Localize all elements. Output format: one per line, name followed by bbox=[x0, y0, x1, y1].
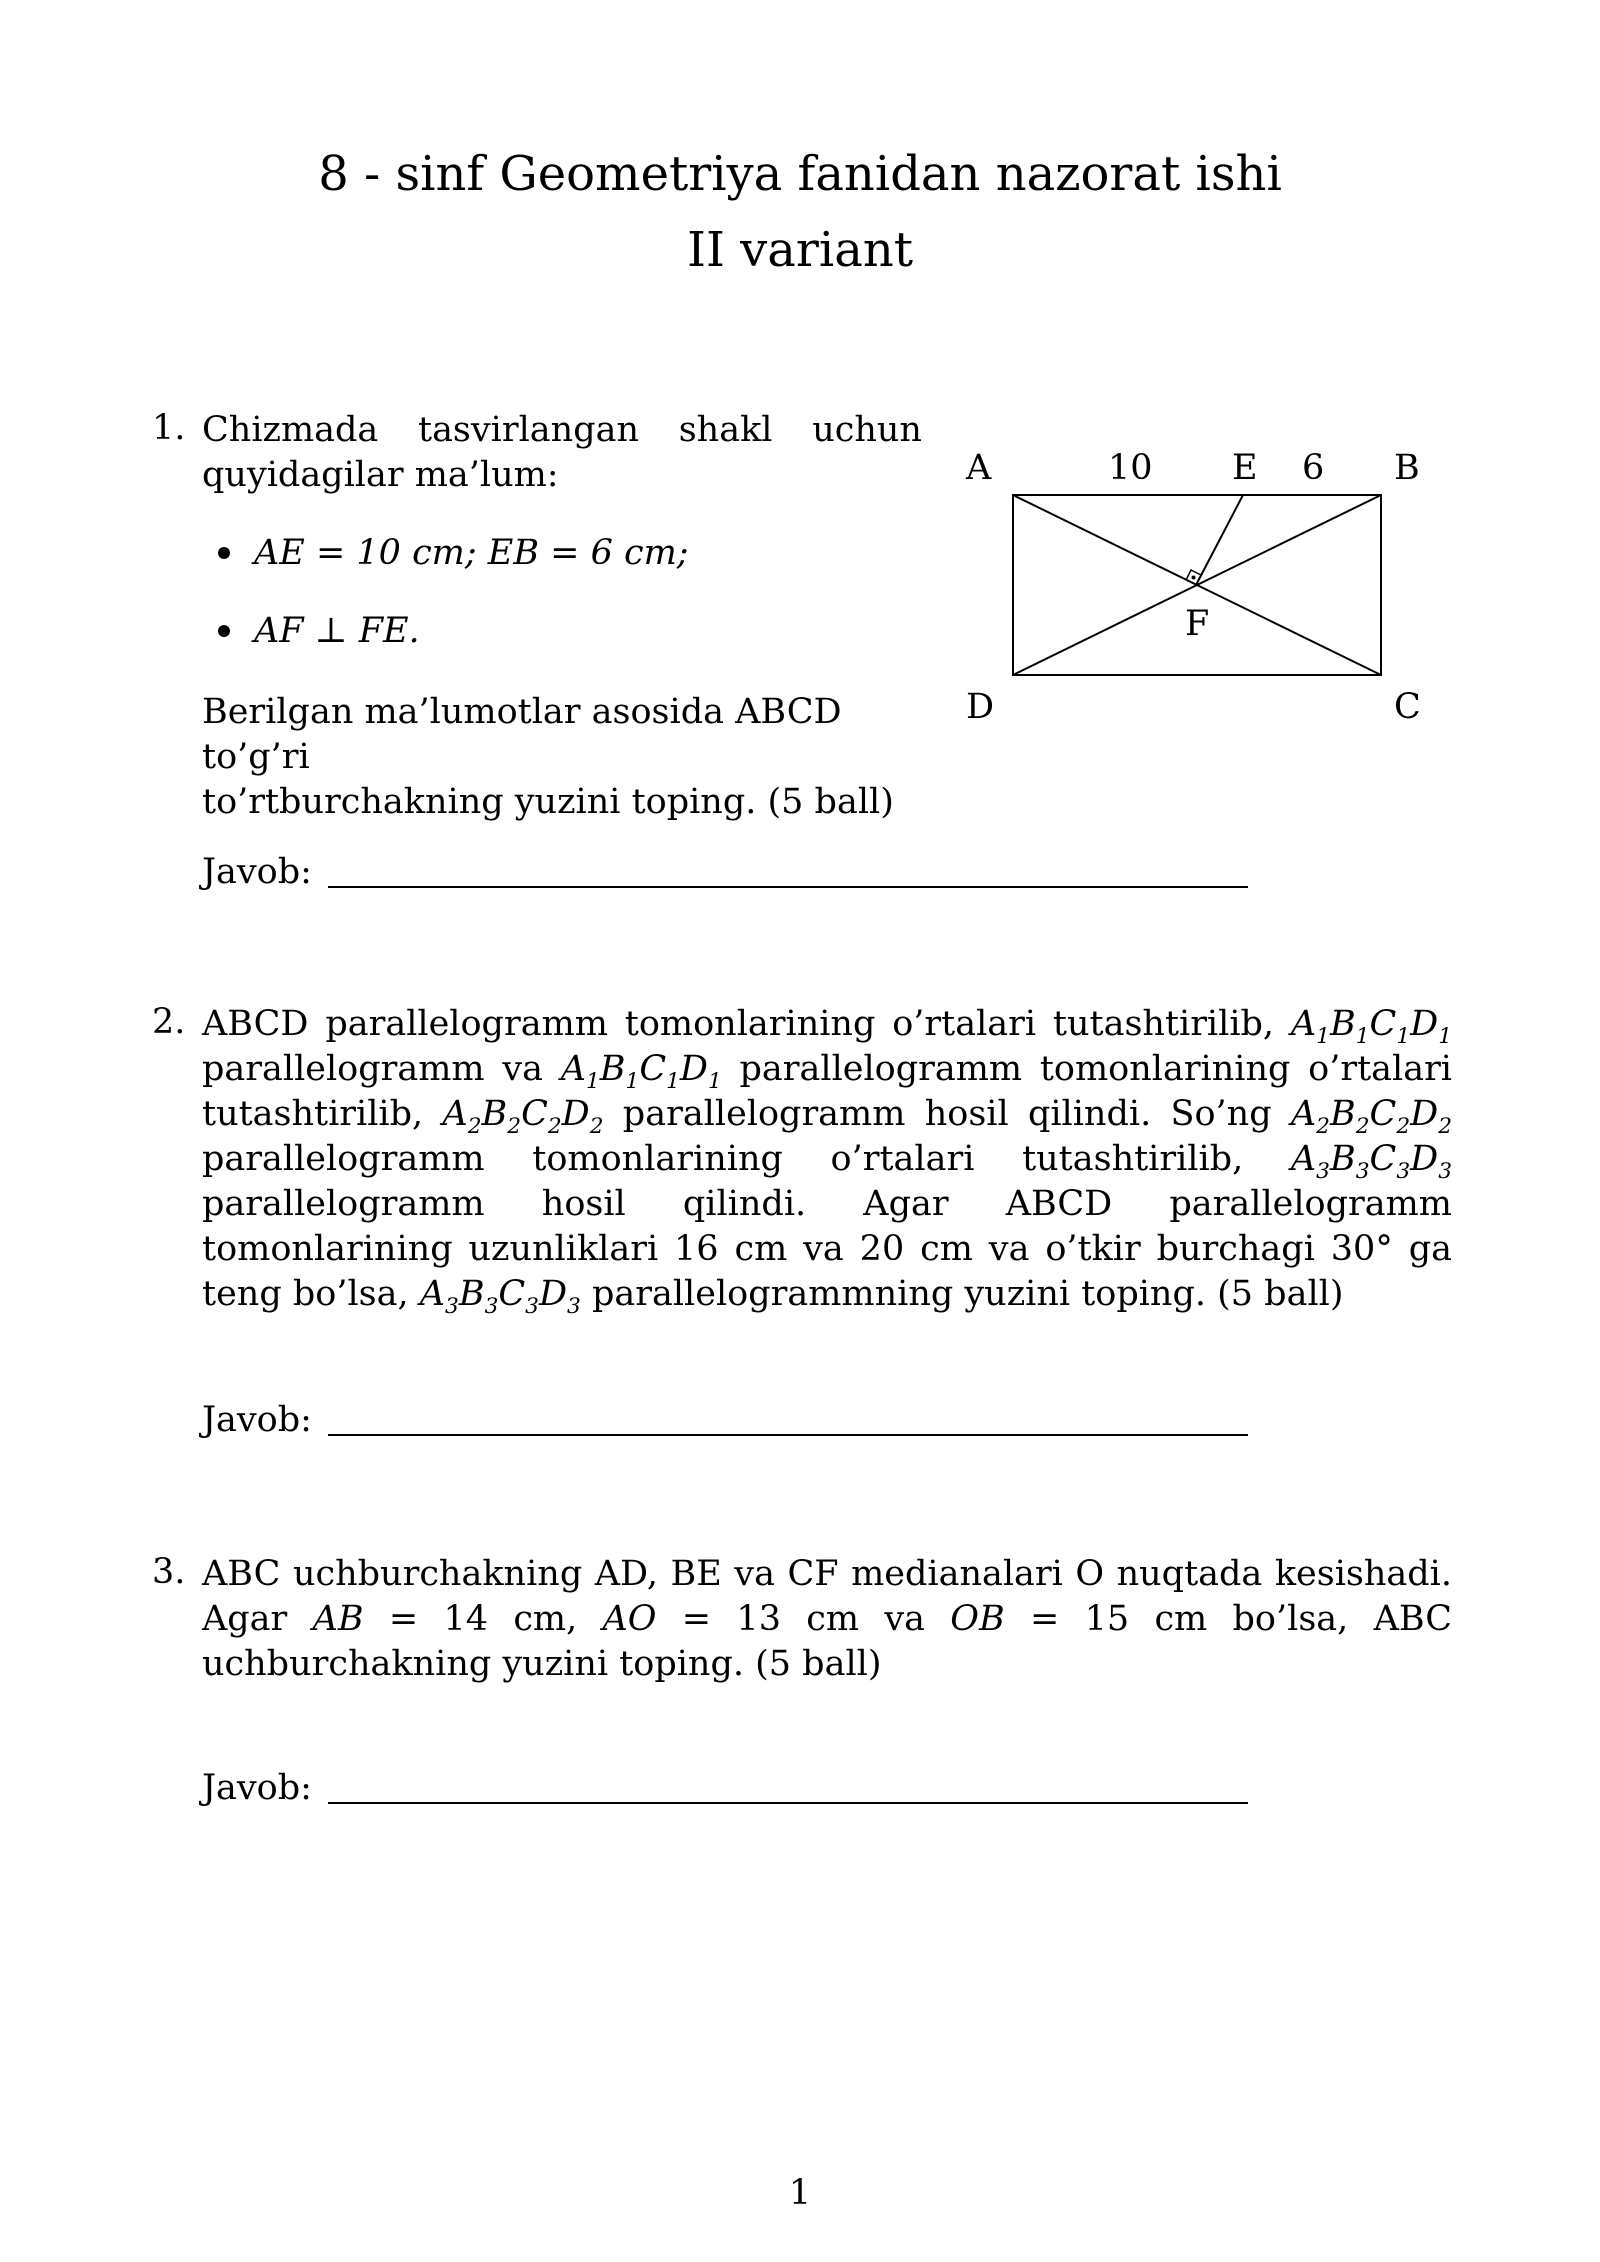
label-b: B bbox=[1394, 448, 1420, 488]
label-d: D bbox=[966, 687, 995, 727]
variant-title: II variant bbox=[686, 222, 914, 278]
given-item bbox=[218, 530, 689, 575]
text-run: parallelogrammning yuzini toping. (5 ball) bbox=[580, 1274, 1344, 1314]
quad-a3b3c3d3: $A_3B_3C_3D_3$ bbox=[419, 1274, 581, 1319]
bullet-icon bbox=[218, 625, 230, 637]
task-line: Berilgan ma’lumotlar asosida ABCD to’g’ri bbox=[202, 692, 842, 777]
label-c: C bbox=[1394, 687, 1421, 727]
page-title: 8 - sinf Geometriya fanidan nazorat ishi bbox=[318, 146, 1282, 202]
intro-word: tasvirlangan bbox=[418, 410, 640, 450]
label-eb-length: 6 bbox=[1302, 448, 1325, 488]
answer-line-3[interactable] bbox=[328, 1802, 1248, 1804]
answer-label-1: Javob: bbox=[202, 852, 312, 892]
text-run: parallelogramm tomonlarining o’rtalari tutashtirilib, bbox=[202, 1139, 1291, 1179]
answer-line-1[interactable] bbox=[328, 886, 1248, 888]
given-item bbox=[218, 608, 689, 653]
segment-ef bbox=[1196, 495, 1243, 585]
quad-a1b1c1d1: $A_1B_1C_1D_1$ bbox=[560, 1049, 722, 1094]
text-run: = 15 cm bo’lsa, ABC uchburchakning yuzini toping. (5 ball) bbox=[202, 1599, 1452, 1684]
text-run: parallelogramm hosil qilindi. Agar ABCD parallelogramm tomonlarining uzunliklari 16 cm va 20 cm va o’tkir burchagi 30° ga teng bo’lsa, bbox=[202, 1184, 1452, 1314]
problem-1-number: 1. bbox=[152, 408, 186, 448]
quad-a3b3c3d3: $A_3B_3C_3D_3$ bbox=[1290, 1139, 1452, 1184]
label-f: F bbox=[1185, 604, 1210, 644]
segment-ob: OB bbox=[950, 1599, 1005, 1639]
text-run: parallelogramm va bbox=[202, 1049, 561, 1089]
intro-word: shakl bbox=[678, 410, 773, 450]
rectangle-diagram bbox=[960, 445, 1440, 745]
segment-ab: AB bbox=[312, 1599, 364, 1639]
given-text: AE = 10 cm; EB = 6 cm; bbox=[254, 532, 689, 573]
quad-a2b2c2d2: $A_2B_2C_2D_2$ bbox=[442, 1094, 604, 1139]
right-angle-dot bbox=[1192, 576, 1196, 580]
text-run: ABC uchburchakning AD, BE va CF medianalari O nuqtada kesishadi. Agar bbox=[202, 1554, 1452, 1639]
text-run: parallelogramm tomonlarining o’rtalari tutashtirilib, bbox=[202, 1049, 1452, 1134]
text-run: = 14 cm, bbox=[363, 1599, 603, 1639]
task-line: to’rtburchakning yuzini toping. (5 ball) bbox=[202, 782, 894, 822]
quad-a2b2c2d2: $A_2B_2C_2D_2$ bbox=[1290, 1094, 1452, 1139]
label-a: A bbox=[966, 448, 992, 488]
answer-label-2: Javob: bbox=[202, 1400, 312, 1440]
rectangle-figure bbox=[960, 445, 1440, 745]
answer-line-2[interactable] bbox=[328, 1434, 1248, 1436]
text-run: = 13 cm va bbox=[656, 1599, 951, 1639]
quad-a1b1c1d1: $A_1B_1C_1D_1$ bbox=[1290, 1004, 1452, 1049]
text-run: parallelogramm hosil qilindi. So’ng bbox=[603, 1094, 1291, 1134]
intro-word: uchun bbox=[812, 410, 922, 450]
problem-3-number: 3. bbox=[152, 1552, 186, 1592]
bullet-icon bbox=[218, 547, 230, 559]
problem-2-text bbox=[202, 1002, 1452, 1317]
problem-1-givens bbox=[218, 530, 689, 686]
label-ae-length: 10 bbox=[1108, 448, 1153, 488]
answer-label-3: Javob: bbox=[202, 1768, 312, 1808]
intro-word: Chizmada bbox=[202, 410, 379, 450]
segment-ao: AO bbox=[602, 1599, 657, 1639]
text-run: ABCD parallelogramm tomonlarining o’rtalari tutashtirilib, bbox=[202, 1004, 1291, 1044]
given-text: AF ⊥ FE. bbox=[254, 610, 420, 651]
intro-line-2: quyidagilar ma’lum: bbox=[202, 455, 559, 495]
problem-3-text bbox=[202, 1552, 1452, 1687]
problem-1-task bbox=[202, 690, 922, 825]
problem-1-intro bbox=[202, 408, 922, 498]
problem-2-number: 2. bbox=[152, 1002, 186, 1042]
page-number: 1 bbox=[788, 2173, 812, 2213]
label-e: E bbox=[1232, 448, 1258, 488]
